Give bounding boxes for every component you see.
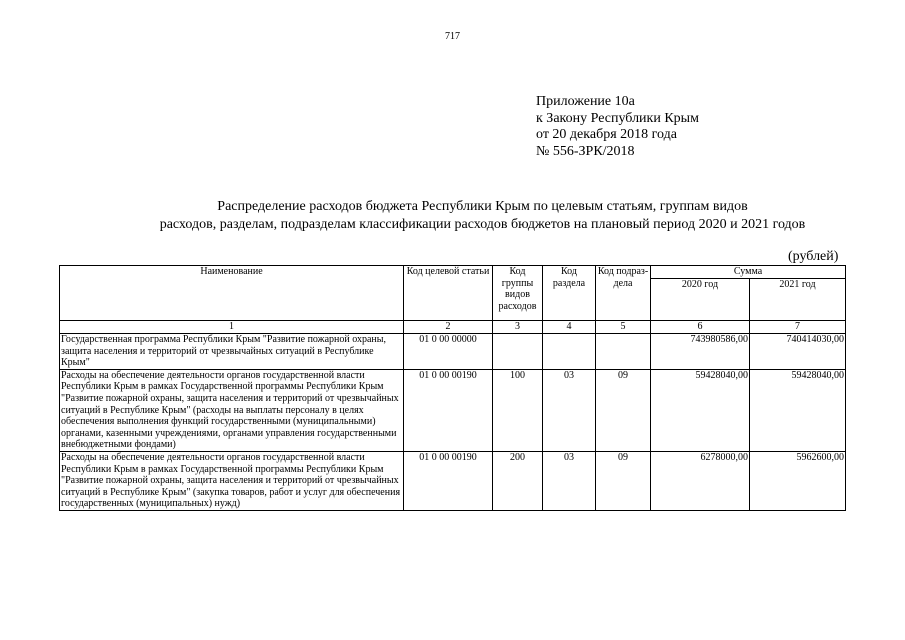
- budget-table: [59, 265, 846, 511]
- row-name: Расходы на обеспечение деятельности органов государственной власти Республики Крым в рамках Государственной программы Республики Крым "Развитие пожарной охраны, защита населения и территорий от чрезвычайных ситуаций в Республике Крым" (закупка товаров, работ и услуг для обеспечения государственных (муниципальных) нужд): [60, 451, 404, 510]
- header-year-2021: 2021 год: [750, 279, 846, 321]
- document-title-line: расходов, разделам, подразделам классификации расходов бюджетов на плановый период 2020 и 2021 годов: [159, 217, 806, 232]
- page-number: 717: [445, 31, 460, 42]
- appendix-line: Приложение 10а: [536, 94, 635, 109]
- table-row: [60, 334, 846, 370]
- column-number: 7: [750, 321, 846, 334]
- row-section-code: 03: [543, 369, 596, 451]
- row-section-code: [543, 334, 596, 370]
- table-row: [60, 451, 846, 510]
- appendix-line: № 556-ЗРК/2018: [536, 143, 635, 159]
- row-sum-2021: 740414030,00: [750, 334, 846, 370]
- row-sum-2021: 5962600,00: [750, 451, 846, 510]
- header-subsection-code: Код подраз-дела: [596, 266, 651, 321]
- column-number: 4: [543, 321, 596, 334]
- row-target-code: 01 0 00 00000: [404, 334, 493, 370]
- document-title-line: Распределение расходов бюджета Республики Крым по целевым статьям, группам видов: [217, 199, 748, 214]
- row-section-code: 03: [543, 451, 596, 510]
- row-group-code: 200: [493, 451, 543, 510]
- row-name: Расходы на обеспечение деятельности органов государственной власти Республики Крым в рамках Государственной программы Республики Крым "Развитие пожарной охраны, защита населения и территорий от чрезвычайных ситуаций в Республике Крым" (расходы на выплаты персоналу в целях обеспечения выполнения функций государственными (муниципальными) органами, казенными учреждениями, органами управления государственными внебюджетными фондами): [60, 369, 404, 451]
- row-group-code: 100: [493, 369, 543, 451]
- header-section-code: Код раздела: [543, 266, 596, 321]
- table-row: [60, 369, 846, 451]
- row-sum-2020: 59428040,00: [651, 369, 750, 451]
- header-target-code: Код целевой статьи: [404, 266, 493, 321]
- row-sum-2020: 743980586,00: [651, 334, 750, 370]
- appendix-block: [536, 94, 699, 160]
- column-number-row: [60, 321, 846, 334]
- header-name: Наименование: [60, 266, 404, 321]
- row-subsection-code: 09: [596, 451, 651, 510]
- document-title: [30, 198, 905, 234]
- appendix-line: к Закону Республики Крым: [536, 110, 699, 126]
- row-subsection-code: [596, 334, 651, 370]
- row-sum-2020: 6278000,00: [651, 451, 750, 510]
- column-number: 6: [651, 321, 750, 334]
- column-number: 5: [596, 321, 651, 334]
- table-header-row: [60, 266, 846, 279]
- row-subsection-code: 09: [596, 369, 651, 451]
- row-target-code: 01 0 00 00190: [404, 451, 493, 510]
- unit-label: (рублей): [788, 249, 839, 264]
- column-number: 2: [404, 321, 493, 334]
- column-number: 1: [60, 321, 404, 334]
- row-target-code: 01 0 00 00190: [404, 369, 493, 451]
- row-name: Государственная программа Республики Крым "Развитие пожарной охраны, защита населения и территорий от чрезвычайных ситуаций в Республике Крым": [60, 334, 404, 370]
- column-number: 3: [493, 321, 543, 334]
- header-sum: Сумма: [651, 266, 846, 279]
- row-group-code: [493, 334, 543, 370]
- row-sum-2021: 59428040,00: [750, 369, 846, 451]
- appendix-line: от 20 декабря 2018 года: [536, 127, 677, 142]
- header-year-2020: 2020 год: [651, 279, 750, 321]
- header-group-code: Код группы видов расходов: [493, 266, 543, 321]
